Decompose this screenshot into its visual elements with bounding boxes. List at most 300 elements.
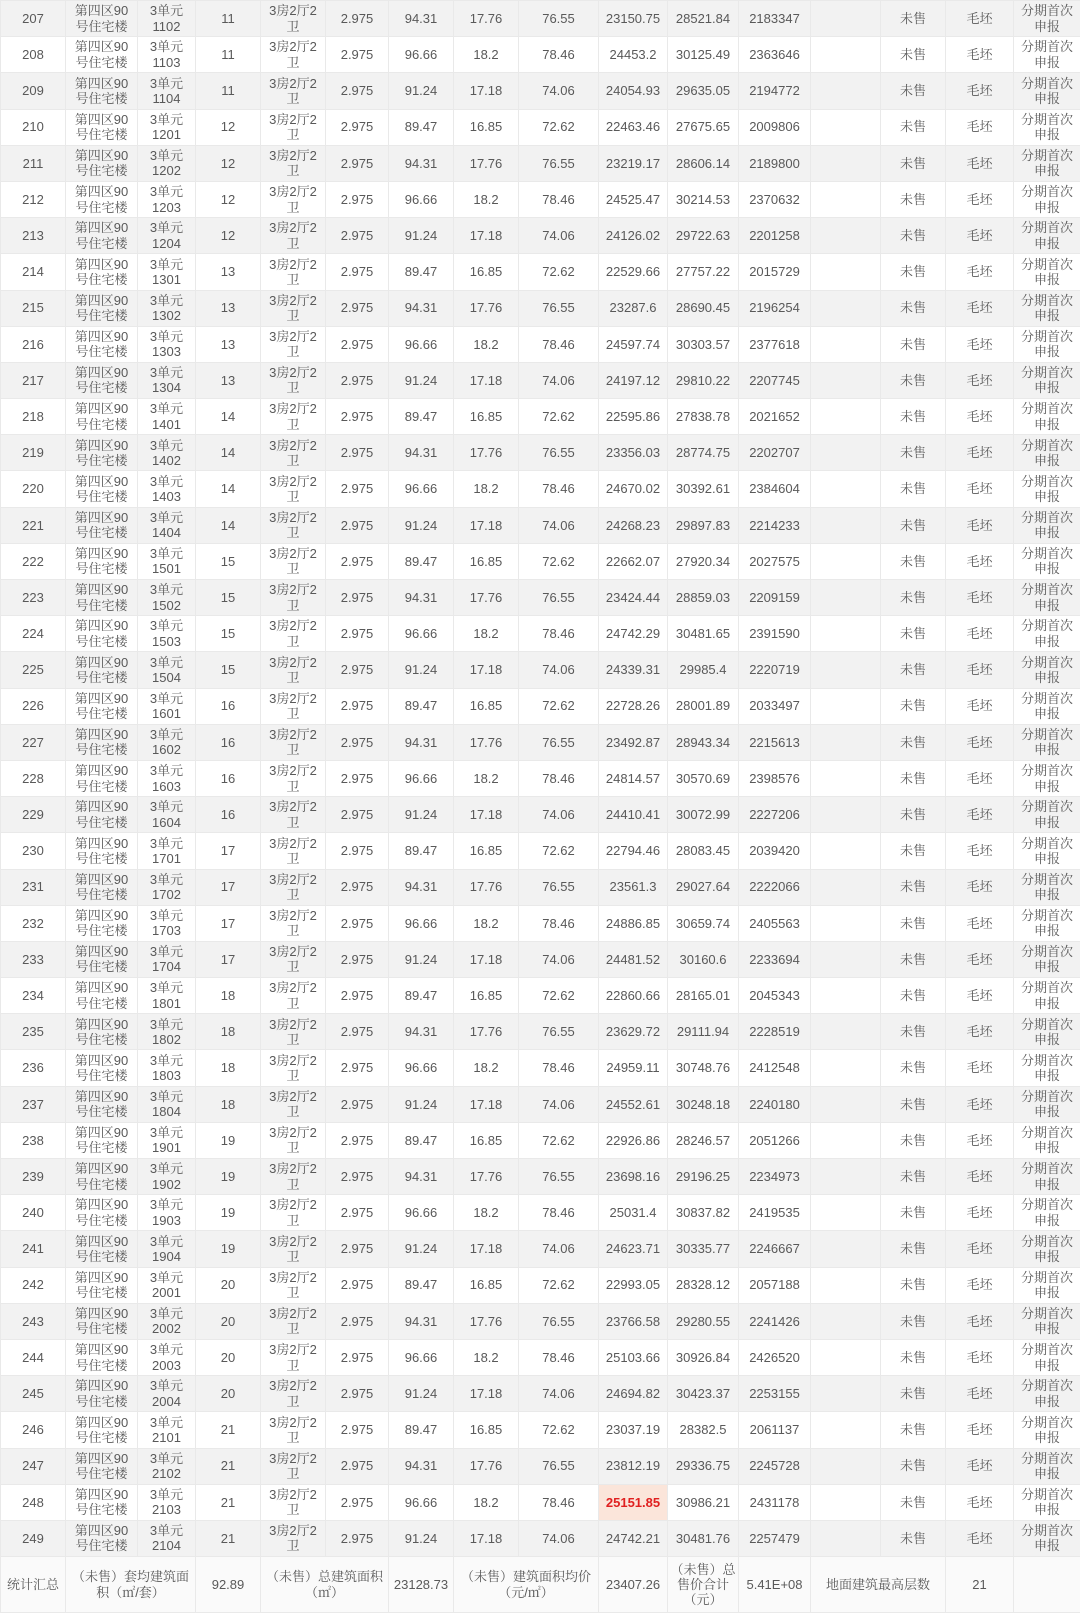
shared-area-cell: 17.76 (454, 1, 519, 37)
inner-area-cell: 78.46 (519, 326, 599, 362)
decoration-cell: 毛坯 (946, 37, 1014, 73)
incl-price-cell: 28001.89 (668, 688, 739, 724)
declaration-cell: 分期首次 申报 (1014, 435, 1080, 471)
sale-status-cell: 未售 (881, 507, 946, 543)
blank-cell (811, 362, 881, 398)
table-row (1, 218, 1080, 254)
layout-cell: 3房2厅2卫 (261, 1122, 326, 1158)
build-area-cell: 91.24 (389, 1520, 454, 1556)
decoration-cell: 毛坯 (946, 145, 1014, 181)
table-row (1, 1014, 1080, 1050)
declaration-cell: 分期首次 申报 (1014, 1195, 1080, 1231)
shared-area-cell: 16.85 (454, 399, 519, 435)
layout-cell: 3房2厅2卫 (261, 941, 326, 977)
sale-status-cell: 未售 (881, 181, 946, 217)
inner-area-cell: 74.06 (519, 941, 599, 977)
total-price-cell: 2009806 (739, 109, 811, 145)
floor-cell: 12 (196, 145, 261, 181)
incl-price-cell: 29196.25 (668, 1159, 739, 1195)
table-row (1, 1050, 1080, 1086)
rate-cell: 2.975 (326, 1014, 389, 1050)
incl-price-cell: 28859.03 (668, 580, 739, 616)
declaration-cell: 分期首次 申报 (1014, 1, 1080, 37)
floor-cell: 18 (196, 1086, 261, 1122)
shared-area-cell: 17.18 (454, 797, 519, 833)
building-name-cell: 第四区90 号住宅楼 (66, 1520, 138, 1556)
shared-area-cell: 16.85 (454, 688, 519, 724)
blank-cell (811, 254, 881, 290)
blank-cell (811, 290, 881, 326)
inner-area-cell: 72.62 (519, 109, 599, 145)
layout-cell: 3房2厅2卫 (261, 1159, 326, 1195)
incl-price-cell: 27675.65 (668, 109, 739, 145)
building-name-cell: 第四区90 号住宅楼 (66, 326, 138, 362)
inner-area-cell: 72.62 (519, 688, 599, 724)
shared-area-cell: 18.2 (454, 616, 519, 652)
blank-cell (811, 37, 881, 73)
table-row (1, 978, 1080, 1014)
blank-cell (811, 616, 881, 652)
inner-area-cell: 76.55 (519, 290, 599, 326)
layout-cell: 3房2厅2卫 (261, 1412, 326, 1448)
declaration-cell: 分期首次 申报 (1014, 290, 1080, 326)
sale-status-cell: 未售 (881, 688, 946, 724)
sale-status-cell: 未售 (881, 652, 946, 688)
incl-price-cell: 28382.5 (668, 1412, 739, 1448)
summary-avg-area-value: 92.89 (196, 1557, 261, 1613)
blank-cell (811, 688, 881, 724)
table-row (1, 73, 1080, 109)
decoration-cell: 毛坯 (946, 1159, 1014, 1195)
shared-area-cell: 17.76 (454, 580, 519, 616)
unit-price-cell: 24410.41 (599, 797, 668, 833)
rate-cell: 2.975 (326, 905, 389, 941)
unit-price-cell: 22860.66 (599, 978, 668, 1014)
rate-cell: 2.975 (326, 1303, 389, 1339)
sale-status-cell: 未售 (881, 616, 946, 652)
table-row (1, 1448, 1080, 1484)
total-price-cell: 2431178 (739, 1484, 811, 1520)
build-area-cell: 89.47 (389, 978, 454, 1014)
inner-area-cell: 72.62 (519, 1267, 599, 1303)
layout-cell: 3房2厅2卫 (261, 1, 326, 37)
layout-cell: 3房2厅2卫 (261, 724, 326, 760)
decoration-cell: 毛坯 (946, 1303, 1014, 1339)
blank-cell (811, 1520, 881, 1556)
table-row (1, 580, 1080, 616)
decoration-cell: 毛坯 (946, 543, 1014, 579)
build-area-cell: 94.31 (389, 1448, 454, 1484)
layout-cell: 3房2厅2卫 (261, 760, 326, 796)
unit-price-cell: 22529.66 (599, 254, 668, 290)
build-area-cell: 96.66 (389, 905, 454, 941)
total-price-cell: 2222066 (739, 869, 811, 905)
row-number-cell: 246 (1, 1412, 66, 1448)
incl-price-cell: 27757.22 (668, 254, 739, 290)
blank-cell (811, 978, 881, 1014)
total-price-cell: 2194772 (739, 73, 811, 109)
floor-cell: 19 (196, 1195, 261, 1231)
decoration-cell: 毛坯 (946, 1086, 1014, 1122)
summary-total-price-label: （未售）总售价合计（元） (668, 1557, 739, 1613)
sale-status-cell: 未售 (881, 290, 946, 326)
building-name-cell: 第四区90 号住宅楼 (66, 1, 138, 37)
declaration-cell: 分期首次 申报 (1014, 362, 1080, 398)
building-name-cell: 第四区90 号住宅楼 (66, 1376, 138, 1412)
rate-cell: 2.975 (326, 37, 389, 73)
layout-cell: 3房2厅2卫 (261, 1231, 326, 1267)
blank-cell (811, 181, 881, 217)
sale-status-cell: 未售 (881, 724, 946, 760)
row-number-cell: 219 (1, 435, 66, 471)
total-price-cell: 2241426 (739, 1303, 811, 1339)
decoration-cell: 毛坯 (946, 1, 1014, 37)
build-area-cell: 94.31 (389, 1014, 454, 1050)
unit-room-cell: 3单元 1304 (138, 362, 196, 398)
table-body (1, 1, 1080, 1557)
shared-area-cell: 17.18 (454, 362, 519, 398)
rate-cell: 2.975 (326, 1339, 389, 1375)
inner-area-cell: 72.62 (519, 543, 599, 579)
unit-room-cell: 3单元 2104 (138, 1520, 196, 1556)
total-price-cell: 2027575 (739, 543, 811, 579)
blank-cell (811, 941, 881, 977)
row-number-cell: 222 (1, 543, 66, 579)
row-number-cell: 229 (1, 797, 66, 833)
build-area-cell: 91.24 (389, 1231, 454, 1267)
inner-area-cell: 72.62 (519, 833, 599, 869)
rate-cell: 2.975 (326, 724, 389, 760)
floor-cell: 12 (196, 218, 261, 254)
build-area-cell: 94.31 (389, 1, 454, 37)
declaration-cell: 分期首次 申报 (1014, 1520, 1080, 1556)
shared-area-cell: 18.2 (454, 760, 519, 796)
incl-price-cell: 28521.84 (668, 1, 739, 37)
row-number-cell: 223 (1, 580, 66, 616)
row-number-cell: 237 (1, 1086, 66, 1122)
decoration-cell: 毛坯 (946, 833, 1014, 869)
row-number-cell: 227 (1, 724, 66, 760)
floor-cell: 11 (196, 37, 261, 73)
total-price-cell: 2202707 (739, 435, 811, 471)
floor-cell: 17 (196, 869, 261, 905)
floor-cell: 20 (196, 1267, 261, 1303)
sale-status-cell: 未售 (881, 362, 946, 398)
floor-cell: 12 (196, 181, 261, 217)
sale-status-cell: 未售 (881, 1303, 946, 1339)
building-name-cell: 第四区90 号住宅楼 (66, 724, 138, 760)
decoration-cell: 毛坯 (946, 109, 1014, 145)
incl-price-cell: 30160.6 (668, 941, 739, 977)
blank-cell (811, 435, 881, 471)
incl-price-cell: 29985.4 (668, 652, 739, 688)
shared-area-cell: 16.85 (454, 833, 519, 869)
shared-area-cell: 17.18 (454, 1376, 519, 1412)
table-row (1, 109, 1080, 145)
shared-area-cell: 17.76 (454, 145, 519, 181)
floor-cell: 20 (196, 1339, 261, 1375)
building-name-cell: 第四区90 号住宅楼 (66, 797, 138, 833)
unit-price-cell: 24814.57 (599, 760, 668, 796)
table-row (1, 1, 1080, 37)
floor-cell: 19 (196, 1122, 261, 1158)
decoration-cell: 毛坯 (946, 1014, 1014, 1050)
inner-area-cell: 76.55 (519, 435, 599, 471)
unit-price-cell: 24670.02 (599, 471, 668, 507)
summary-total-area-value: 23128.73 (389, 1557, 454, 1613)
building-name-cell: 第四区90 号住宅楼 (66, 652, 138, 688)
shared-area-cell: 17.18 (454, 1231, 519, 1267)
table-row (1, 760, 1080, 796)
inner-area-cell: 74.06 (519, 218, 599, 254)
blank-cell (811, 1412, 881, 1448)
layout-cell: 3房2厅2卫 (261, 181, 326, 217)
building-name-cell: 第四区90 号住宅楼 (66, 218, 138, 254)
row-number-cell: 232 (1, 905, 66, 941)
shared-area-cell: 16.85 (454, 1412, 519, 1448)
unit-room-cell: 3单元 1901 (138, 1122, 196, 1158)
shared-area-cell: 18.2 (454, 326, 519, 362)
total-price-cell: 2021652 (739, 399, 811, 435)
row-number-cell: 247 (1, 1448, 66, 1484)
table-row (1, 652, 1080, 688)
building-name-cell: 第四区90 号住宅楼 (66, 688, 138, 724)
building-name-cell: 第四区90 号住宅楼 (66, 435, 138, 471)
floor-cell: 17 (196, 905, 261, 941)
unit-price-cell: 22662.07 (599, 543, 668, 579)
shared-area-cell: 17.18 (454, 1520, 519, 1556)
decoration-cell: 毛坯 (946, 507, 1014, 543)
decoration-cell: 毛坯 (946, 1376, 1014, 1412)
floor-cell: 20 (196, 1303, 261, 1339)
unit-room-cell: 3单元 1301 (138, 254, 196, 290)
incl-price-cell: 30986.21 (668, 1484, 739, 1520)
total-price-cell: 2207745 (739, 362, 811, 398)
table-row (1, 1267, 1080, 1303)
unit-room-cell: 3单元 1801 (138, 978, 196, 1014)
building-name-cell: 第四区90 号住宅楼 (66, 507, 138, 543)
table-row (1, 1376, 1080, 1412)
building-name-cell: 第四区90 号住宅楼 (66, 1159, 138, 1195)
sale-status-cell: 未售 (881, 797, 946, 833)
layout-cell: 3房2厅2卫 (261, 507, 326, 543)
shared-area-cell: 17.76 (454, 1014, 519, 1050)
inner-area-cell: 78.46 (519, 905, 599, 941)
blank-cell (811, 1267, 881, 1303)
rate-cell: 2.975 (326, 760, 389, 796)
blank-cell (811, 109, 881, 145)
rate-cell: 2.975 (326, 109, 389, 145)
unit-room-cell: 3单元 2103 (138, 1484, 196, 1520)
row-number-cell: 214 (1, 254, 66, 290)
sale-status-cell: 未售 (881, 869, 946, 905)
layout-cell: 3房2厅2卫 (261, 145, 326, 181)
inner-area-cell: 72.62 (519, 978, 599, 1014)
sale-status-cell: 未售 (881, 399, 946, 435)
build-area-cell: 94.31 (389, 145, 454, 181)
build-area-cell: 94.31 (389, 290, 454, 326)
shared-area-cell: 17.18 (454, 652, 519, 688)
building-name-cell: 第四区90 号住宅楼 (66, 1448, 138, 1484)
decoration-cell: 毛坯 (946, 1050, 1014, 1086)
decoration-cell: 毛坯 (946, 362, 1014, 398)
table-row (1, 290, 1080, 326)
total-price-cell: 2196254 (739, 290, 811, 326)
unit-room-cell: 3单元 1404 (138, 507, 196, 543)
row-number-cell: 243 (1, 1303, 66, 1339)
unit-price-cell: 24268.23 (599, 507, 668, 543)
layout-cell: 3房2厅2卫 (261, 73, 326, 109)
inner-area-cell: 76.55 (519, 1448, 599, 1484)
blank-cell (811, 1339, 881, 1375)
declaration-cell: 分期首次 申报 (1014, 145, 1080, 181)
rate-cell: 2.975 (326, 435, 389, 471)
declaration-cell: 分期首次 申报 (1014, 37, 1080, 73)
build-area-cell: 89.47 (389, 109, 454, 145)
building-name-cell: 第四区90 号住宅楼 (66, 1231, 138, 1267)
sale-status-cell: 未售 (881, 1, 946, 37)
floor-cell: 16 (196, 688, 261, 724)
build-area-cell: 89.47 (389, 254, 454, 290)
declaration-cell: 分期首次 申报 (1014, 507, 1080, 543)
blank-cell (811, 145, 881, 181)
decoration-cell: 毛坯 (946, 580, 1014, 616)
layout-cell: 3房2厅2卫 (261, 254, 326, 290)
total-price-cell: 2384604 (739, 471, 811, 507)
sale-status-cell: 未售 (881, 218, 946, 254)
sale-status-cell: 未售 (881, 73, 946, 109)
shared-area-cell: 18.2 (454, 1050, 519, 1086)
summary-total-area-label: （未售）总建筑面积（㎡） (261, 1557, 389, 1613)
sale-status-cell: 未售 (881, 37, 946, 73)
sale-status-cell: 未售 (881, 471, 946, 507)
sale-status-cell: 未售 (881, 326, 946, 362)
blank-cell (811, 1, 881, 37)
row-number-cell: 226 (1, 688, 66, 724)
row-number-cell: 244 (1, 1339, 66, 1375)
build-area-cell: 96.66 (389, 181, 454, 217)
sale-status-cell: 未售 (881, 254, 946, 290)
layout-cell: 3房2厅2卫 (261, 1448, 326, 1484)
declaration-cell: 分期首次 申报 (1014, 471, 1080, 507)
sale-status-cell: 未售 (881, 145, 946, 181)
row-number-cell: 241 (1, 1231, 66, 1267)
floor-cell: 16 (196, 760, 261, 796)
decoration-cell: 毛坯 (946, 181, 1014, 217)
declaration-cell: 分期首次 申报 (1014, 616, 1080, 652)
decoration-cell: 毛坯 (946, 1520, 1014, 1556)
blank-cell (811, 1376, 881, 1412)
table-row (1, 1484, 1080, 1520)
incl-price-cell: 30125.49 (668, 37, 739, 73)
incl-price-cell: 30248.18 (668, 1086, 739, 1122)
build-area-cell: 94.31 (389, 1159, 454, 1195)
sale-status-cell: 未售 (881, 1412, 946, 1448)
build-area-cell: 91.24 (389, 218, 454, 254)
unit-room-cell: 3单元 1401 (138, 399, 196, 435)
declaration-cell: 分期首次 申报 (1014, 109, 1080, 145)
floor-cell: 18 (196, 1050, 261, 1086)
build-area-cell: 91.24 (389, 507, 454, 543)
declaration-cell: 分期首次 申报 (1014, 1267, 1080, 1303)
rate-cell: 2.975 (326, 543, 389, 579)
building-name-cell: 第四区90 号住宅楼 (66, 109, 138, 145)
total-price-cell: 2015729 (739, 254, 811, 290)
unit-price-cell: 23766.58 (599, 1303, 668, 1339)
layout-cell: 3房2厅2卫 (261, 616, 326, 652)
inner-area-cell: 74.06 (519, 1520, 599, 1556)
unit-price-cell: 24481.52 (599, 941, 668, 977)
building-name-cell: 第四区90 号住宅楼 (66, 1267, 138, 1303)
building-name-cell: 第四区90 号住宅楼 (66, 760, 138, 796)
total-price-cell: 2246667 (739, 1231, 811, 1267)
build-area-cell: 91.24 (389, 73, 454, 109)
incl-price-cell: 29027.64 (668, 869, 739, 905)
inner-area-cell: 78.46 (519, 1195, 599, 1231)
sale-status-cell: 未售 (881, 1195, 946, 1231)
blank-cell (811, 471, 881, 507)
summary-row (1, 1557, 1080, 1613)
layout-cell: 3房2厅2卫 (261, 1267, 326, 1303)
build-area-cell: 94.31 (389, 1303, 454, 1339)
declaration-cell: 分期首次 申报 (1014, 1050, 1080, 1086)
table-row (1, 1412, 1080, 1448)
row-number-cell: 245 (1, 1376, 66, 1412)
floor-cell: 14 (196, 507, 261, 543)
blank-cell (811, 399, 881, 435)
build-area-cell: 89.47 (389, 1267, 454, 1303)
rate-cell: 2.975 (326, 471, 389, 507)
unit-room-cell: 3单元 2002 (138, 1303, 196, 1339)
blank-cell (811, 1484, 881, 1520)
blank-cell (811, 833, 881, 869)
unit-room-cell: 3单元 1703 (138, 905, 196, 941)
blank-cell (811, 1086, 881, 1122)
sale-status-cell: 未售 (881, 1014, 946, 1050)
declaration-cell: 分期首次 申报 (1014, 724, 1080, 760)
rate-cell: 2.975 (326, 1122, 389, 1158)
inner-area-cell: 76.55 (519, 145, 599, 181)
unit-price-cell: 24597.74 (599, 326, 668, 362)
row-number-cell: 234 (1, 978, 66, 1014)
row-number-cell: 231 (1, 869, 66, 905)
table-row (1, 543, 1080, 579)
shared-area-cell: 16.85 (454, 978, 519, 1014)
floor-cell: 19 (196, 1159, 261, 1195)
total-price-cell: 2363646 (739, 37, 811, 73)
layout-cell: 3房2厅2卫 (261, 1520, 326, 1556)
floor-cell: 17 (196, 833, 261, 869)
layout-cell: 3房2厅2卫 (261, 362, 326, 398)
unit-price-cell: 23037.19 (599, 1412, 668, 1448)
rate-cell: 2.975 (326, 1086, 389, 1122)
sale-status-cell: 未售 (881, 1339, 946, 1375)
row-number-cell: 238 (1, 1122, 66, 1158)
rate-cell: 2.975 (326, 978, 389, 1014)
table-row (1, 833, 1080, 869)
blank-cell (811, 1303, 881, 1339)
unit-price-cell: 22794.46 (599, 833, 668, 869)
inner-area-cell: 78.46 (519, 471, 599, 507)
unit-room-cell: 3单元 1202 (138, 145, 196, 181)
table-row (1, 1122, 1080, 1158)
unit-room-cell: 3单元 1104 (138, 73, 196, 109)
shared-area-cell: 17.76 (454, 1448, 519, 1484)
layout-cell: 3房2厅2卫 (261, 435, 326, 471)
declaration-cell: 分期首次 申报 (1014, 254, 1080, 290)
sale-status-cell: 未售 (881, 905, 946, 941)
inner-area-cell: 74.06 (519, 1231, 599, 1267)
